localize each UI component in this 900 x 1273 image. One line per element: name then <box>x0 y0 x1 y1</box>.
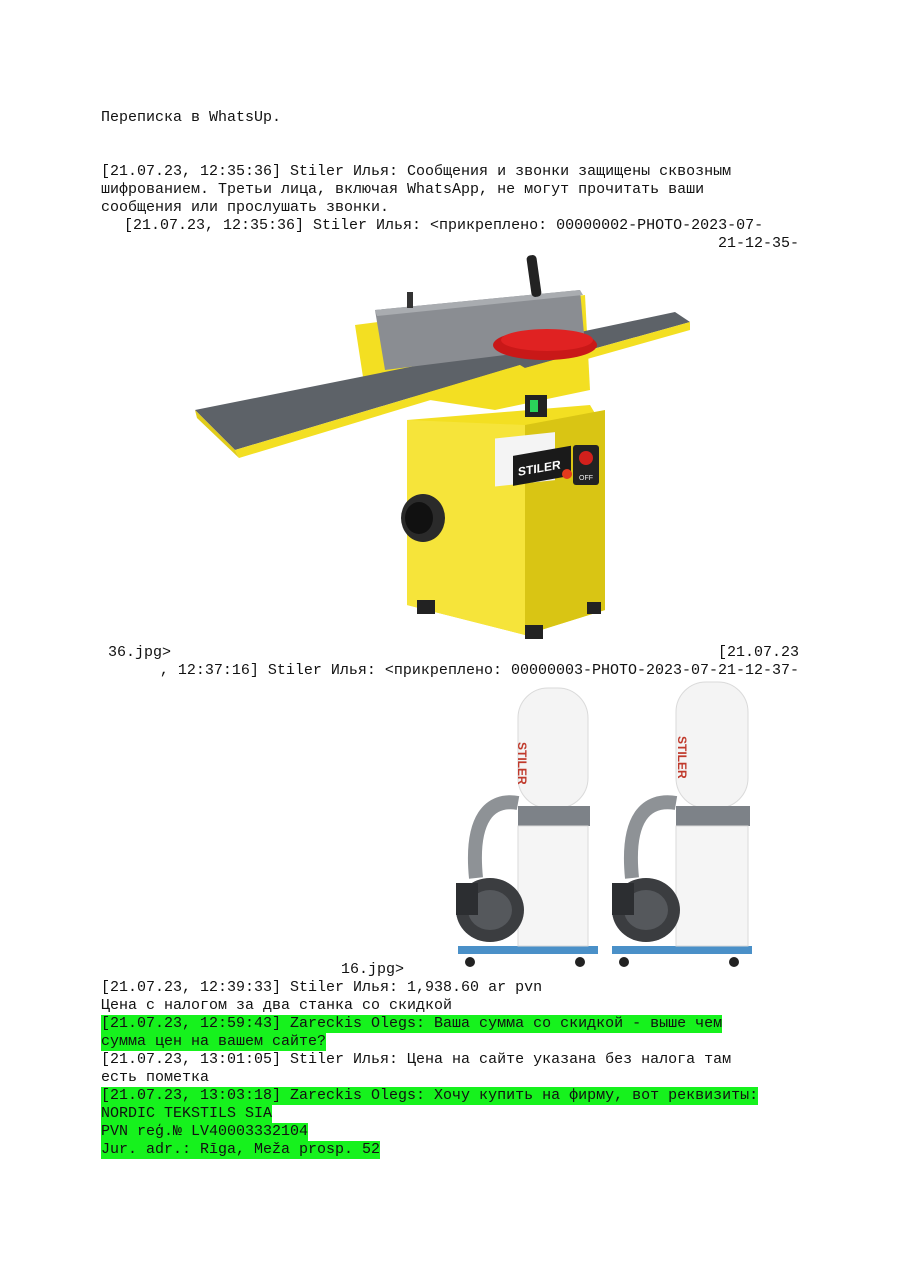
highlighted-message-line: сумма цен на вашем сайте? <box>101 1033 327 1050</box>
foot <box>417 600 435 614</box>
hose <box>631 802 676 878</box>
base-frame <box>612 946 752 954</box>
foot <box>525 625 543 639</box>
highlighted-message-line: [21.07.23, 13:03:18] Zareckis Olegs: Хочу купить на фирму, вот реквизиты: <box>101 1087 759 1104</box>
highlighted-message-line: [21.07.23, 12:59:43] Zareckis Olegs: Ваша сумма со скидкой - выше чем <box>101 1015 723 1032</box>
svg-text:STILER: STILER <box>515 742 529 785</box>
dust-collectors-photo <box>440 678 760 976</box>
message-line: Цена с налогом за два станка со скидкой <box>101 997 453 1014</box>
adjust-knob <box>407 292 413 308</box>
svg-text:STILER: STILER <box>675 736 689 779</box>
attachment-line: , 12:37:16] Stiler Илья: <прикреплено: 00000003-PHOTO-2023-07-21-12-37- <box>159 662 799 679</box>
fence-handle <box>526 255 542 298</box>
svg-text:STILER: STILER <box>518 457 561 480</box>
jointer-machine-photo <box>195 250 695 645</box>
vat-number-line: PVN reģ.№ LV40003332104 <box>101 1123 309 1140</box>
collection-bag <box>518 826 588 946</box>
message-line: [21.07.23, 12:35:36] Stiler Илья: Сообщения и звонки защищены сквозным <box>101 163 732 180</box>
motor <box>612 883 634 915</box>
foot <box>587 602 601 614</box>
legal-address-line: Jur. adr.: Rīga, Meža prosp. 52 <box>101 1141 381 1158</box>
dust-collector-left <box>456 688 598 967</box>
bag-ring <box>676 806 750 826</box>
attachment-line: 16.jpg> <box>341 961 405 978</box>
page-title: Переписка в WhatsUp. <box>101 109 282 126</box>
message-line: есть пометка <box>101 1069 210 1086</box>
hose <box>475 802 518 878</box>
company-name-line: NORDIC TEKSTILS SIA <box>101 1105 273 1122</box>
attachment-line: [21.07.23, 12:35:36] Stiler Илья: <прикреплено: 00000002-PHOTO-2023-07- <box>124 217 764 234</box>
collection-bag <box>676 826 748 946</box>
svg-text:OFF: OFF <box>579 475 593 482</box>
motor <box>456 883 478 915</box>
attachment-line: 36.jpg> <box>108 644 172 661</box>
stop-button <box>579 451 593 465</box>
base-frame <box>458 946 598 954</box>
bag-ring <box>518 806 590 826</box>
message-line: [21.07.23, 13:01:05] Stiler Илья: Цена на сайте указана без налога там <box>101 1051 732 1068</box>
message-line: сообщения или прослушать звонки. <box>101 199 390 216</box>
message-line: шифрованием. Третьи лица, включая WhatsApp, не могут прочитать ваши <box>101 181 705 198</box>
message-line: [21.07.23 <box>717 644 799 661</box>
start-button <box>562 469 572 479</box>
attachment-line: 21-12-35- <box>717 235 799 252</box>
dust-collector-right <box>612 682 752 967</box>
message-line: [21.07.23, 12:39:33] Stiler Илья: 1,938.60 ar pvn <box>101 979 543 996</box>
